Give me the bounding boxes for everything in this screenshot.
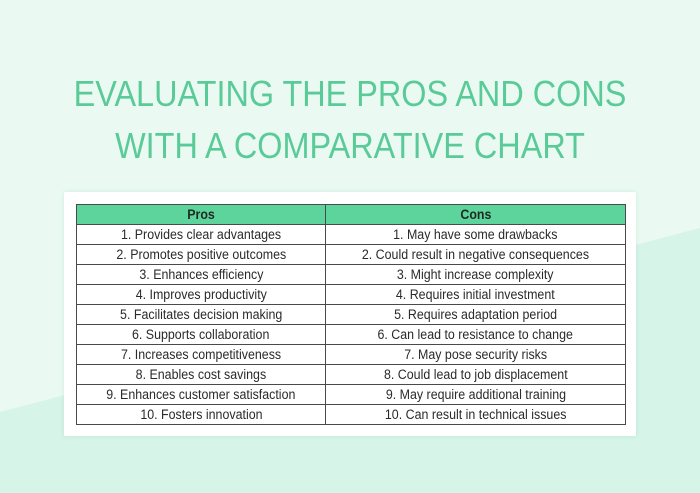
table-row [77, 345, 626, 365]
table-row [77, 265, 626, 285]
title-line-1: EVALUATING THE PROS AND CONS [73, 73, 627, 114]
table-row [77, 305, 626, 325]
con-cell: 5. Requires adaptation period [326, 305, 626, 325]
table-card [64, 192, 636, 436]
header-pros: Pros [77, 205, 326, 225]
pro-cell: 6. Supports collaboration [77, 325, 326, 345]
table-row [77, 365, 626, 385]
con-cell: 6. Can lead to resistance to change [326, 325, 626, 345]
page-title [35, 68, 665, 172]
pro-cell: 8. Enables cost savings [77, 365, 326, 385]
table-row [77, 245, 626, 265]
con-cell: 4. Requires initial investment [326, 285, 626, 305]
pro-cell: 9. Enhances customer satisfaction [77, 385, 326, 405]
pro-cell: 3. Enhances efficiency [77, 265, 326, 285]
pro-cell: 2. Promotes positive outcomes [77, 245, 326, 265]
con-cell: 3. Might increase complexity [326, 265, 626, 285]
pro-cell: 7. Increases competitiveness [77, 345, 326, 365]
pro-cell: 1. Provides clear advantages [77, 225, 326, 245]
con-cell: 8. Could lead to job displacement [326, 365, 626, 385]
table-row [77, 225, 626, 245]
pros-cons-table [76, 204, 626, 425]
con-cell: 7. May pose security risks [326, 345, 626, 365]
con-cell: 9. May require additional training [326, 385, 626, 405]
con-cell: 10. Can result in technical issues [326, 405, 626, 425]
title-line-2: WITH A COMPARATIVE CHART [115, 125, 585, 166]
con-cell: 1. May have some drawbacks [326, 225, 626, 245]
con-cell: 2. Could result in negative consequences [326, 245, 626, 265]
table-row [77, 385, 626, 405]
pro-cell: 4. Improves productivity [77, 285, 326, 305]
table-row [77, 285, 626, 305]
pro-cell: 10. Fosters innovation [77, 405, 326, 425]
table-row [77, 325, 626, 345]
table-row [77, 405, 626, 425]
table-header-row [77, 205, 626, 225]
header-cons: Cons [326, 205, 626, 225]
pro-cell: 5. Facilitates decision making [77, 305, 326, 325]
